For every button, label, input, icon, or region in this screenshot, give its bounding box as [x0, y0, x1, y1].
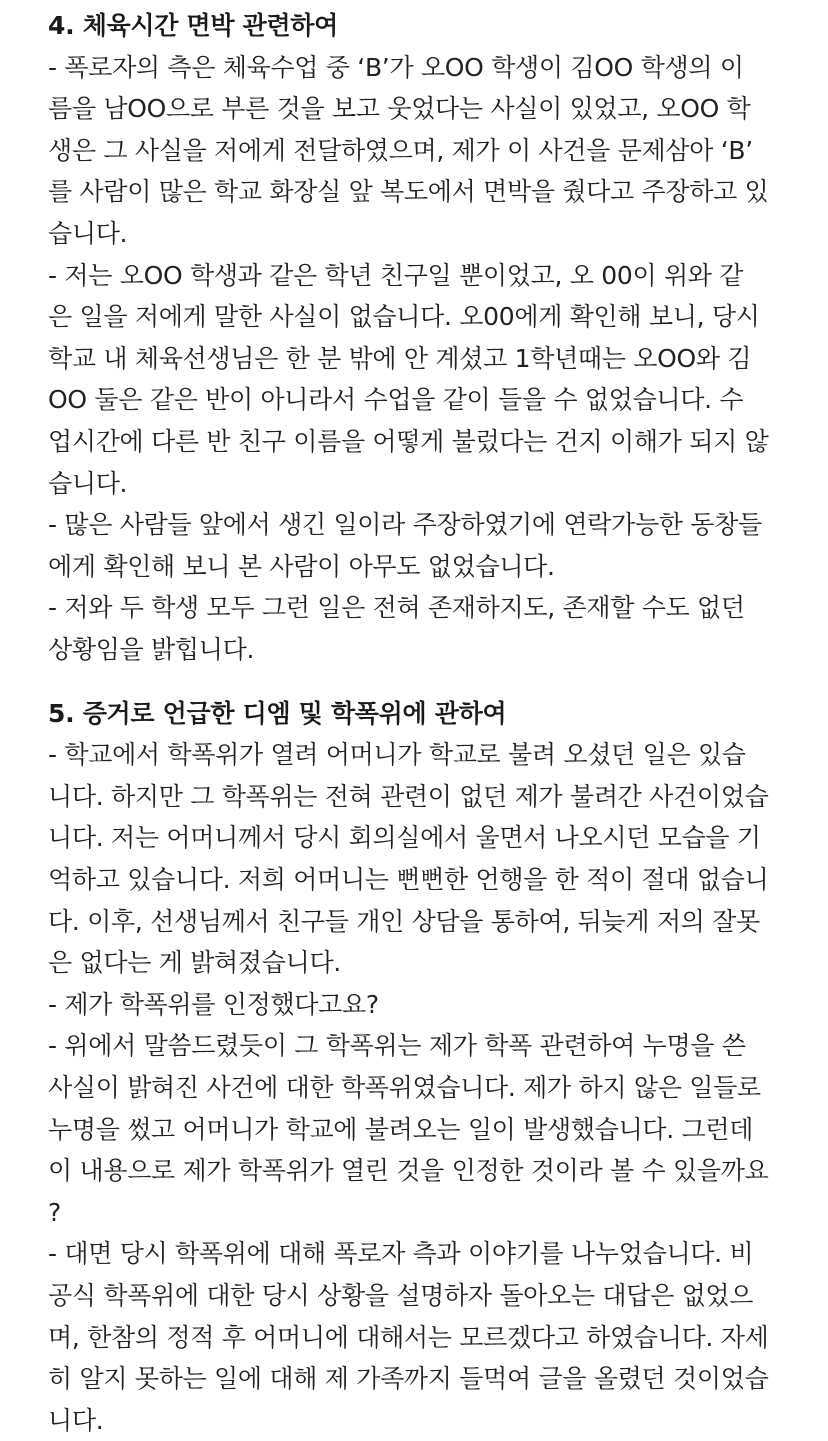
section-4-line: 상황임을 밝힙니다.	[48, 635, 255, 664]
section-4-line: 에게 확인해 보니 본 사람이 아무도 없었습니다.	[48, 552, 555, 581]
section-5-line: 히 알지 못하는 일에 대해 제 가족까지 들먹여 글을 올렸던 것이었습	[48, 1364, 769, 1393]
section-4-line: 은 일을 저에게 말한 사실이 없습니다. 오00에게 확인해 보니, 당시	[48, 302, 760, 331]
section-4-line: - 폭로자의 측은 체육수업 중 ‘B’가 오OO 학생이 김OO 학생의 이	[48, 53, 744, 82]
section-4-line: 습니다.	[48, 469, 128, 498]
section-5-line: 은 없다는 게 밝혀졌습니다.	[48, 948, 341, 977]
section-5-line: 공식 학폭위에 대한 당시 상황을 설명하자 돌아오는 대답은 없었으	[48, 1281, 754, 1310]
section-5-line: 억하고 있습니다. 저희 어머니는 뻔뻔한 언행을 한 적이 절대 없습니	[48, 865, 769, 894]
section-4-line: OO 둘은 같은 반이 아니라서 수업을 같이 들을 수 없었습니다. 수	[48, 385, 744, 414]
section-5-line: 사실이 밝혀진 사건에 대한 학폭위였습니다. 제가 하지 않은 일들로	[48, 1073, 761, 1102]
section-4-line: 를 사람이 많은 학교 화장실 앞 복도에서 면박을 줬다고 주장하고 있	[48, 177, 769, 206]
section-5-line: 이 내용으로 제가 학폭위가 열린 것을 인정한 것이라 볼 수 있을까요	[48, 1156, 769, 1185]
section-4-line: 업시간에 다른 반 친구 이름을 어떻게 불렀다는 건지 이해가 되지 않	[48, 427, 769, 456]
section-5-line: - 제가 학폭위를 인정했다고요?	[48, 990, 379, 1019]
section-5-line: 며, 한참의 정적 후 어머니에 대해서는 모르겠다고 하였습니다. 자세	[48, 1323, 769, 1352]
section-5-line: - 대면 당시 학폭위에 대해 폭로자 측과 이야기를 나누었습니다. 비	[48, 1239, 754, 1268]
section-5-heading: 5. 증거로 언급한 디엠 및 학폭위에 관하여	[48, 699, 507, 728]
section-4-line: - 많은 사람들 앞에서 생긴 일이라 주장하였기에 연락가능한 동창들	[48, 510, 762, 539]
section-5-line: 니다. 하지만 그 학폭위는 전혀 관련이 없던 제가 불려간 사건이었습	[48, 782, 769, 811]
section-4-line: 름을 남OO으로 부른 것을 보고 웃었다는 사실이 있었고, 오OO 학	[48, 94, 751, 123]
section-5-line: - 위에서 말씀드렸듯이 그 학폭위는 제가 학폭 관련하여 누명을 쓴	[48, 1031, 746, 1060]
section-5-line: ?	[48, 1198, 61, 1227]
section-5-line: 니다.	[48, 1406, 104, 1435]
section-4-heading: 4. 체육시간 면박 관련하여	[48, 11, 339, 40]
section-5-line: 니다. 저는 어머니께서 당시 회의실에서 울면서 나오시던 모습을 기	[48, 823, 761, 852]
section-5-line: 누명을 썼고 어머니가 학교에 불려오는 일이 발생했습니다. 그런데	[48, 1115, 754, 1144]
section-4-line: 생은 그 사실을 저에게 전달하였으며, 제가 이 사건을 문제삼아 ‘B’	[48, 136, 753, 165]
section-5-line: 다. 이후, 선생님께서 친구들 개인 상담을 통하여, 뒤늦게 저의 잘못	[48, 907, 760, 936]
section-4-line: 습니다.	[48, 219, 128, 248]
section-4-line: 학교 내 체육선생님은 한 분 밖에 안 계셨고 1학년때는 오OO와 김	[48, 344, 752, 373]
section-4-line: - 저는 오OO 학생과 같은 학년 친구일 뿐이었고, 오 00이 위와 같	[48, 261, 744, 290]
section-4-line: - 저와 두 학생 모두 그런 일은 전혀 존재하지도, 존재할 수도 없던	[48, 593, 745, 622]
section-5-line: - 학교에서 학폭위가 열려 어머니가 학교로 불려 오셨던 일은 있습	[48, 740, 746, 769]
